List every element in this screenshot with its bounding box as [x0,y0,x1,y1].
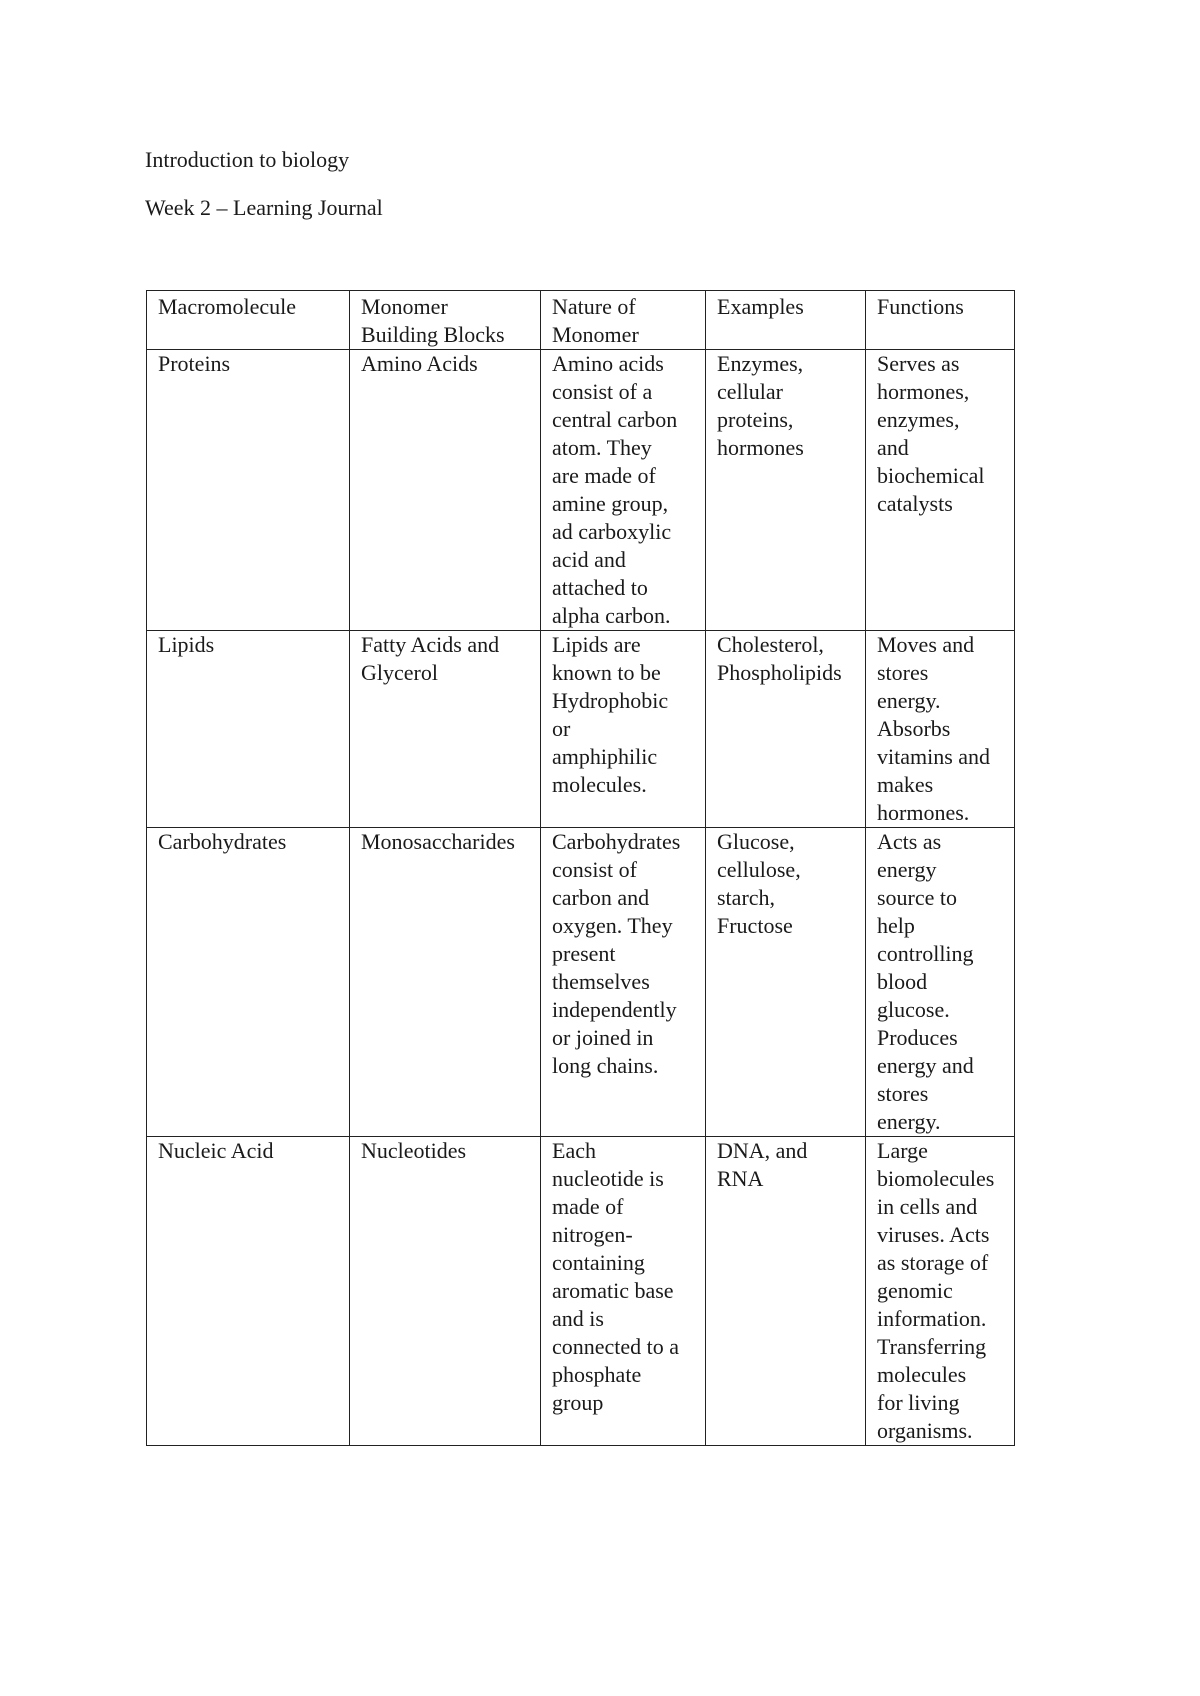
cell-examples: Cholesterol, Phospholipids [706,631,866,828]
macromolecule-table [146,290,1015,1446]
cell-nature: Carbohydrates consist of carbon and oxygen. They present themselves independently or joined in long chains. [541,828,706,1137]
cell-examples: Enzymes, cellular proteins, hormones [706,350,866,631]
table-row [147,350,1015,631]
cell-monomer: Fatty Acids and Glycerol [350,631,541,828]
header-macromolecule: Macromolecule [147,291,350,350]
cell-macromolecule: Lipids [147,631,350,828]
cell-macromolecule: Carbohydrates [147,828,350,1137]
header-functions: Functions [866,291,1015,350]
header-monomer-building-blocks: Monomer Building Blocks [350,291,541,350]
table-row [147,631,1015,828]
cell-functions: Large biomolecules in cells and viruses. Acts as storage of genomic information. Transferring molecules for living organisms. [866,1137,1015,1446]
cell-nature: Amino acids consist of a central carbon atom. They are made of amine group, ad carboxylic acid and attached to alpha carbon. [541,350,706,631]
cell-monomer: Amino Acids [350,350,541,631]
cell-examples: Glucose, cellulose, starch, Fructose [706,828,866,1137]
cell-nature: Lipids are known to be Hydrophobic or amphiphilic molecules. [541,631,706,828]
cell-monomer: Monosaccharides [350,828,541,1137]
cell-examples: DNA, and RNA [706,1137,866,1446]
cell-functions: Acts as energy source to help controlling blood glucose. Produces energy and stores energy. [866,828,1015,1137]
table-row [147,828,1015,1137]
cell-functions: Serves as hormones, enzymes, and biochemical catalysts [866,350,1015,631]
table-header-row [147,291,1015,350]
document-subtitle: Week 2 – Learning Journal [145,195,383,220]
cell-functions: Moves and stores energy. Absorbs vitamins and makes hormones. [866,631,1015,828]
cell-macromolecule: Proteins [147,350,350,631]
document-title: Introduction to biology [145,147,350,172]
header-nature-of-monomer: Nature of Monomer [541,291,706,350]
header-examples: Examples [706,291,866,350]
table-row [147,1137,1015,1446]
cell-macromolecule: Nucleic Acid [147,1137,350,1446]
cell-monomer: Nucleotides [350,1137,541,1446]
cell-nature: Each nucleotide is made of nitrogen- containing aromatic base and is connected to a phosphate group [541,1137,706,1446]
